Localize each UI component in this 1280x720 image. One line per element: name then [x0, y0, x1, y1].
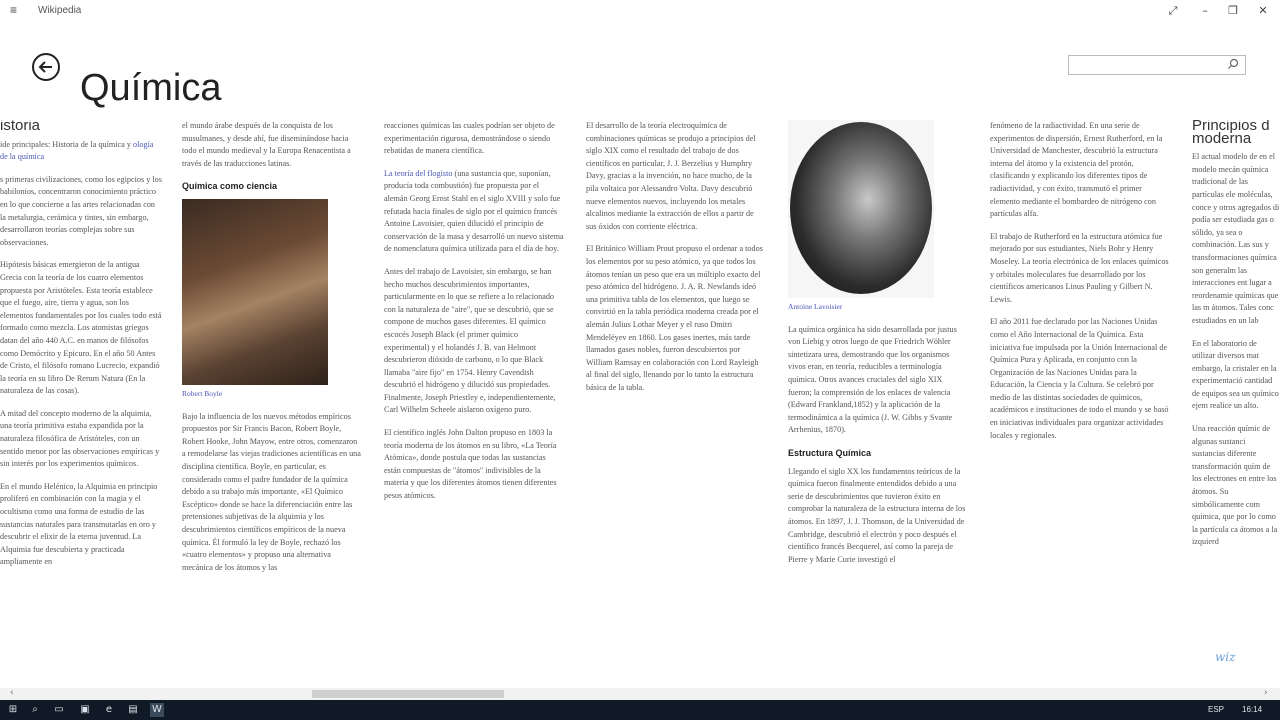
- signature-watermark: wiz: [1215, 650, 1236, 664]
- article-content[interactable]: [0, 120, 1280, 685]
- minimize-button[interactable]: –: [1202, 4, 1208, 17]
- folder-icon[interactable]: ▤: [128, 704, 138, 715]
- search-input[interactable]: [1073, 58, 1227, 76]
- image-caption[interactable]: Antoine Lavoisier: [788, 302, 843, 311]
- article-column-2: [182, 120, 362, 584]
- scrollbar-thumb[interactable]: [312, 690, 504, 698]
- image-caption[interactable]: Robert Boyle: [182, 388, 223, 398]
- paragraph: Una reacción químic de algunas sustanci sustancias diferente transformación quím de los electrones en entre los átomos. Su simbólicamente com química, que por lo como la partícula ca átomos a la izquierd: [1192, 424, 1278, 547]
- paragraph: Hipótesis básicas emergieron de la antigua Grecia con la teoría de los cuatro elementos propuesta por Aristóteles. Esta teoría establece que el fuego, aire, tierra y agua, son los elementos fundamentales por los cuales todo está formado como mezcla. Los atomistas griegos datan del año 440 A.C. en manos de filósofos como Demócrito y Epicuro. En el año 50 Antes de Cristo, el filósofo romano Lucrecio, expandió la teoría en su libro De Rerum Natura (En la naturaleza de las cosas).: [0, 260, 162, 396]
- search-icon[interactable]: [1227, 58, 1239, 70]
- article-column-4: [586, 120, 766, 404]
- portrait-oval: [790, 122, 932, 294]
- title-bar: [0, 0, 1280, 22]
- section-heading-estructura: Estructura Química: [788, 447, 872, 458]
- paragraph: En el laboratorio de utilizar diversos mat embargo, la cristaler en la experimentació cantidad de equipos sea un químico ejem realice un alto.: [1192, 338, 1279, 411]
- paragraph: El trabajo de Rutherford en la estructura atómica fue mejorado por sus estudiantes, Niels Bohr y Henry Moseley. La teoría electrónica de los enlaces químicos y orbitales moleculares fue desarrollado por los científicos americanos Linus Pauling y Gilbert N. Lewis.: [990, 231, 1169, 304]
- paragraph: El año 2011 fue declarado por las Naciones Unidas como el Año Internacional de la Química. Esta iniciativa fue impulsada por la Unión Internacional de Química Pura y Aplicada, en conjunto con la Organización de las Naciones Unidas para la Educación, la Ciencia y la Cultura. Se celebró por medio de las distintas sociedades de químicos, académicos e instituciones de todo el mundo y se basó en iniciativas individuales para organizar actividades locales y regionales.: [990, 317, 1169, 440]
- page-title: Química: [80, 67, 222, 110]
- history-link[interactable]: ología de la química: [0, 139, 154, 162]
- back-arrow-icon: [37, 58, 55, 76]
- paragraph: La teoría del flogisto (una sustancia que, suponían, producía toda combustión) fue propuesta por el alemán Georg Ernst Stahl en el siglo XVIII y solo fue refutada hacia finales de siglo por el químico francés Antoine Lavoisier, quien dilucidó el principio de conservación de la masa y desarrolló un nuevo sistema de nomenclatura química utilizada para el día de hoy.: [384, 168, 564, 254]
- scroll-right-icon[interactable]: ›: [1264, 688, 1268, 698]
- paragraph: Antes del trabajo de Lavoisier, sin embargo, se han hecho muchos descubrimientos importantes, particularmente en lo que se refiere a lo relacionado con la naturaleza de "aire", que se descubrió, que se compone de muchos gases diferentes. El químico escocés Joseph Black (el primer químico experimental) y el holandés J. B. van Helmont descubrieron dióxido de carbono, o lo que Black llamaba "aire fijo" en 1754. Henry Cavendish descubrió el hidrógeno y dilucidó sus propiedades. Finalmente, Joseph Priestley e, independientemente, Carl Wilhelm Scheele aislaron oxígeno puro.: [384, 266, 556, 415]
- paragraph: A mitad del concepto moderno de la alquimia, una teoría primitiva estaba expandida por la naturaleza filosófica de Aristóteles, con un sentido menor por las observaciones empíricas y sin interés por los experimentos químicos.: [0, 408, 160, 469]
- antoine-lavoisier-image[interactable]: [788, 120, 934, 298]
- scroll-left-icon[interactable]: ‹: [10, 688, 14, 698]
- window-title: Wikipedia: [38, 5, 82, 16]
- fullscreen-icon[interactable]: ⤢: [1168, 4, 1178, 17]
- robert-boyle-image[interactable]: [182, 199, 328, 385]
- paragraph: El Británico William Prout propuso el ordenar a todos los elementos por su peso atómico, ya que todos los átomos tenían un peso que era un múltiplo exacto del peso atómico del hidrógeno. J. A. R. Newlands ideó una primitiva tabla de los elementos, que luego se convirtió en la tabla periódica moderna creada por el alemán Julius Lothar Meyer y el ruso Dmitri Mendeléyev en 1860. Los gases inertes, más tarde llamados gases nobles, fueron descubiertos por William Ramsay en colaboración con Lord Rayleigh al final del siglo, llenando por lo tanto la estructura básica de la tabla.: [586, 244, 763, 392]
- paragraph: La química orgánica ha sido desarrollada por justus von Liebig y otros luego de que Friedrich Wöhler sintetizara urea, demostrando que los organismos vivos eran, en teoría, reducibles a terminología química. Otros avances cruciales del siglo XIX fueron; la comprensión de los enlaces de valencia (Edward Frankland,1852) y la aplicación de la termodinámica a la química (J. W. Gibbs y Svante Arrhenius, 1870).: [788, 324, 957, 435]
- paragraph: El actual modelo de en el modelo mecán química tradicional de las partículas ele moléculas, conce y otros agregados di podía ser estudiada gas o sólido, ya sea o combinación. Las sus y transformaciones química son generalm las interacciones ent lugar a reordenamie químicas que las m átomos. Tales conc estudiados en un lab: [1192, 152, 1280, 325]
- restore-button[interactable]: ❐: [1228, 4, 1238, 17]
- menu-icon[interactable]: ≡: [10, 3, 18, 17]
- close-button[interactable]: ✕: [1258, 4, 1268, 17]
- section-heading-principios: Principios d moderna: [1192, 120, 1270, 147]
- search-icon[interactable]: ⌕: [32, 704, 38, 715]
- paragraph: el mundo árabe después de la conquista de los musulmanes, y desde ahí, fue diseminándose hacia todo el mundo medieval y la Europa Renacentista a través de las traducciones latinas.: [182, 121, 351, 168]
- store-icon[interactable]: ▣: [80, 704, 90, 715]
- paragraph: s primeras civilizaciones, como los egipcios y los babilonios, concentraron conocimiento práctico en lo que concierne a las artes relacionadas con la metalurgia, cerámica y tintes, sin embargo, desarrollaron teorías complejas sobre sus observaciones.: [0, 174, 162, 247]
- edge-icon[interactable]: e: [105, 704, 113, 715]
- clock[interactable]: 16:14: [1242, 705, 1263, 714]
- article-column-7: [1192, 120, 1280, 559]
- article-column-1: [0, 120, 162, 579]
- section-heading-historia: istoria: [0, 120, 41, 134]
- start-icon[interactable]: ⊞: [8, 704, 18, 715]
- paragraph: Bajo la influencia de los nuevos métodos empíricos propuestos por Sir Francis Bacon, Robert Boyle, Robert Hooke, John Mayow, entre otros, comenzaron a remodelarse las viejas tradiciones acientíficas en una disciplina científica. Boyle, en particular, es considerado como el padre fundador de la química debido a su trabajo más importante, «El Químico Escéptico» donde se hace la diferenciación entre las pretensiones subjetivas de la alquimia y los descubrimientos científicos empíricos de la nueva química. Él formuló la ley de Boyle, rechazó los «cuatro elementos» y propuso una alternativa mecánica de los átomos y las: [182, 411, 361, 572]
- paragraph: fenómeno de la radiactividad. En una serie de experimentos de dispersión, Ernest Rutherford, en la Universidad de Manchester, descubrió la estructura interna del átomo y la existencia del protón, clasificando y explicando los diferentes tipos de radiactividad, y con éxito, transmutó el primer elemento mediante el bombardeo de nitrógeno con partículas alfa.: [990, 121, 1163, 219]
- paragraph: reacciones químicas las cuales podrían ser objeto de experimentación rigurosa, demostrándose o siendo rebatidas de manera científica.: [384, 121, 555, 156]
- article-column-5: [788, 120, 968, 576]
- section-heading-quimica-ciencia: Química como ciencia: [182, 181, 278, 192]
- paragraph: El desarrollo de la teoría electroquímica de combinaciones químicas se produjo a principios del siglo XIX como el resultado del trabajo de dos científicos en particular, J. J. Berzelius y Humphry Davy, gracias a la invención, no hace mucho, de la pila voltaica por Alessandro Volta. Davy descubrió nueve elementos nuevos, incluyendo los metales alcalinos mediante la extracción de ellos a partir de sus óxidos con corriente eléctrica.: [586, 121, 756, 231]
- article-column-6: [990, 120, 1170, 452]
- article-column-3: [384, 120, 564, 513]
- horizontal-scrollbar[interactable]: [0, 688, 1280, 700]
- task-view-icon[interactable]: ▭: [54, 704, 64, 715]
- paragraph: El científico inglés John Dalton propuso en 1803 la teoría moderna de los átomos en su libro, «La Teoría Atómica», donde postula que todas las sustancias están compuestas de "átomos" indivisibles de la materia y que los diferentes átomos tienen diferentes pesos atómicos.: [384, 428, 557, 501]
- taskbar: [0, 700, 1280, 720]
- language-indicator[interactable]: ESP: [1208, 705, 1225, 714]
- paragraph: Llegando el siglo XX los fundamentos teóricos de la química fueron finalmente entendidos debido a una serie de descubrimientos que tuvieron éxito en comprobar la naturaleza de la estructura interna de los átomos. En 1897, J. J. Thomson, de la Universidad de Cambridge, descubrió el electrón y poco después el científico francés Becquerel, así como la pareja de Pierre y Marie Curie investigó el: [788, 466, 966, 564]
- paragraph: En el mundo Helénico, la Alquimia en principio proliferó en combinación con la magia y el ocultismo como una forma de estudio de las sustancias naturales para transmutarlas en oro y descubrir el elixir de la eterna juventud. La Alquimia fue descubierta y practicada ampliamente en: [0, 481, 158, 567]
- wikipedia-app-icon[interactable]: W: [150, 703, 164, 717]
- back-button[interactable]: [32, 53, 60, 81]
- search-box[interactable]: [1068, 55, 1246, 75]
- main-article-note: ide principales: Historia de la química y ología de la química: [0, 139, 154, 162]
- flogisto-link[interactable]: La teoría del flogisto: [384, 168, 453, 178]
